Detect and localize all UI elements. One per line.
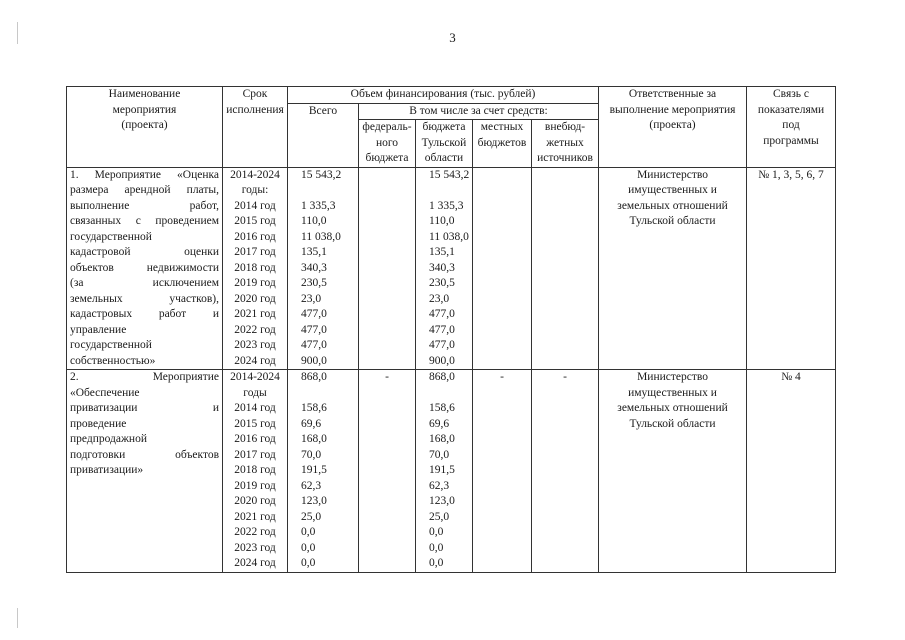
terms-line: 2024 год [234,354,276,367]
page-number: 3 [449,30,456,45]
regional-line: 123,0 [429,495,455,507]
total-line: 191,5 [301,464,327,476]
name-lines-line: подготовки объектов [70,448,219,461]
header-local: местных бюджетов [473,120,532,168]
total-line: 1 335,3 [301,199,336,212]
regional-line: 0,0 [429,557,444,569]
total-cell [288,167,359,370]
responsible-cell [599,167,747,370]
terms-line: 2020 год [234,495,276,507]
regional-line: 477,0 [429,308,455,320]
responsible-line: земельных отношений [617,402,728,414]
name-lines-line: размера арендной платы, [70,184,219,196]
regional-line [419,386,469,402]
total-line: 25,0 [301,510,322,523]
regional-line: 868,0 [429,371,455,383]
name-lines-line: объектов недвижимости [70,261,219,274]
regional-cell [416,167,473,370]
name-lines-line: связанных с проведением [70,215,219,227]
terms-line: 2014 год [234,402,276,414]
header-row-1 [67,87,836,104]
total-line: 11 038,0 [301,230,341,243]
name-lines-line: 2. Мероприятие [70,371,219,383]
local-cell [473,370,532,573]
financing-table [66,86,836,573]
margin-mark-top [17,22,18,44]
responsible-line: Министерство [637,371,708,383]
header-incl: В том числе за счет средств: [359,103,599,120]
terms-line: 2014-2024 [230,371,280,383]
federal-cell [359,167,416,370]
total-line: 340,3 [301,261,327,274]
total-line: 477,0 [301,308,327,320]
total-line: 70,0 [301,448,322,461]
terms-line: 2022 год [234,323,276,336]
terms-line: 2014 год [234,199,276,212]
terms-line: 2017 год [234,448,276,461]
total-line: 230,5 [301,277,327,289]
name-lines-line: приватизации и [70,402,219,414]
table-row [67,370,836,573]
header-responsible: Ответственные за выполнение мероприятия (проекта) [599,87,747,168]
total-line [291,386,355,402]
header-link: Связь с показателями под программы [747,87,836,168]
regional-line: 168,0 [429,433,455,445]
name-lines-line: выполнение работ, [70,199,219,212]
term-cell [223,370,288,573]
terms-line: годы [243,386,267,399]
total-line: 135,1 [301,246,327,258]
responsible-line: Тульской области [629,417,716,430]
total-line: 0,0 [301,557,316,569]
name-lines-line: приватизации» [70,464,144,476]
header-name: Наименование мероприятия (проекта) [67,87,223,168]
terms-line: годы: [241,184,269,196]
regional-line: 0,0 [429,526,444,538]
measure-name [67,167,223,370]
responsible-cell [599,370,747,573]
offbudget-cell [532,167,599,370]
total-line: 62,3 [301,479,322,492]
total-line: 110,0 [301,215,327,227]
name-lines-line: 1. Мероприятие «Оценка [70,168,219,181]
terms-line: 2024 год [234,557,276,569]
name-lines-line: кадастровой оценки [70,246,219,258]
terms-line: 2019 год [234,277,276,289]
link-cell: № 4 [747,370,836,573]
offbudget-line: - [563,371,567,383]
terms-line: 2019 год [234,479,276,492]
regional-line: 158,6 [429,402,455,414]
regional-line: 477,0 [429,323,455,336]
regional-line: 69,6 [429,417,450,430]
local-cell [473,167,532,370]
terms-line: 2020 год [234,292,276,305]
name-lines-line: проведение [70,417,127,430]
name-lines-line: предпродажной [70,433,147,445]
responsible-line: Тульской области [629,215,716,227]
total-line: 15 543,2 [301,168,342,181]
regional-line: 25,0 [429,510,450,523]
header-funding: Объем финансирования (тыс. рублей) [288,87,599,104]
total-line: 900,0 [301,354,327,367]
terms-line: 2023 год [234,339,276,351]
terms-line: 2018 год [234,464,276,476]
offbudget-cell [532,370,599,573]
regional-line: 135,1 [429,246,455,258]
regional-line: 477,0 [429,339,455,351]
regional-line: 70,0 [429,448,450,461]
federal-cell [359,370,416,573]
name-lines-line: собственностью» [70,354,156,367]
total-line: 158,6 [301,402,327,414]
terms-line: 2016 год [234,433,276,445]
name-lines-line: кадастровых работ и [70,308,219,320]
name-lines-line: (за исключением [70,277,219,289]
header-term: Срок исполнения [223,87,288,168]
regional-line [419,183,469,199]
total-line: 123,0 [301,495,327,507]
name-lines-line: управление [70,323,127,336]
link-cell: № 1, 3, 5, 6, 7 [747,167,836,370]
terms-line: 2018 год [234,261,276,274]
measure-name [67,370,223,573]
total-line: 23,0 [301,292,322,305]
regional-line: 110,0 [429,215,455,227]
name-lines-line: земельных участков), [70,292,219,305]
regional-line: 340,3 [429,261,455,274]
local-line: - [500,371,504,383]
total-line [291,183,355,199]
terms-line: 2016 год [234,230,276,243]
responsible-line: имущественных и [628,184,717,196]
name-lines-line: государственной [70,339,152,351]
regional-line: 230,5 [429,277,455,289]
terms-line: 2021 год [234,510,276,523]
terms-line: 2023 год [234,541,276,554]
total-line: 477,0 [301,339,327,351]
regional-line: 11 038,0 [429,230,469,243]
responsible-line: имущественных и [628,386,717,399]
regional-line: 62,3 [429,479,450,492]
regional-line: 900,0 [429,354,455,367]
name-lines-line: государственной [70,230,152,243]
header-federal: федераль- ного бюджета [359,120,416,168]
regional-line: 15 543,2 [429,168,470,181]
total-line: 69,6 [301,417,322,430]
total-line: 0,0 [301,541,316,554]
regional-line: 0,0 [429,541,444,554]
terms-line: 2015 год [234,417,276,430]
term-cell [223,167,288,370]
regional-line: 1 335,3 [429,199,464,212]
terms-line: 2021 год [234,308,276,320]
terms-line: 2015 год [234,215,276,227]
total-line: 477,0 [301,323,327,336]
responsible-line: земельных отношений [617,199,728,212]
margin-mark-bottom [17,608,18,628]
total-cell [288,370,359,573]
federal-line: - [385,371,389,383]
total-line: 0,0 [301,526,316,538]
regional-line: 23,0 [429,292,450,305]
responsible-line: Министерство [637,168,708,181]
terms-line: 2014-2024 [230,168,280,181]
regional-line: 191,5 [429,464,455,476]
regional-cell [416,370,473,573]
header-regional: бюджета Тульской области [416,120,473,168]
table-row [67,167,836,370]
terms-line: 2022 год [234,526,276,538]
name-lines-line: «Обеспечение [70,386,140,399]
header-total: Всего [288,103,359,167]
total-line: 868,0 [301,371,327,383]
header-offbudget: внебюд- жетных источников [532,120,599,168]
terms-line: 2017 год [234,246,276,258]
total-line: 168,0 [301,433,327,445]
